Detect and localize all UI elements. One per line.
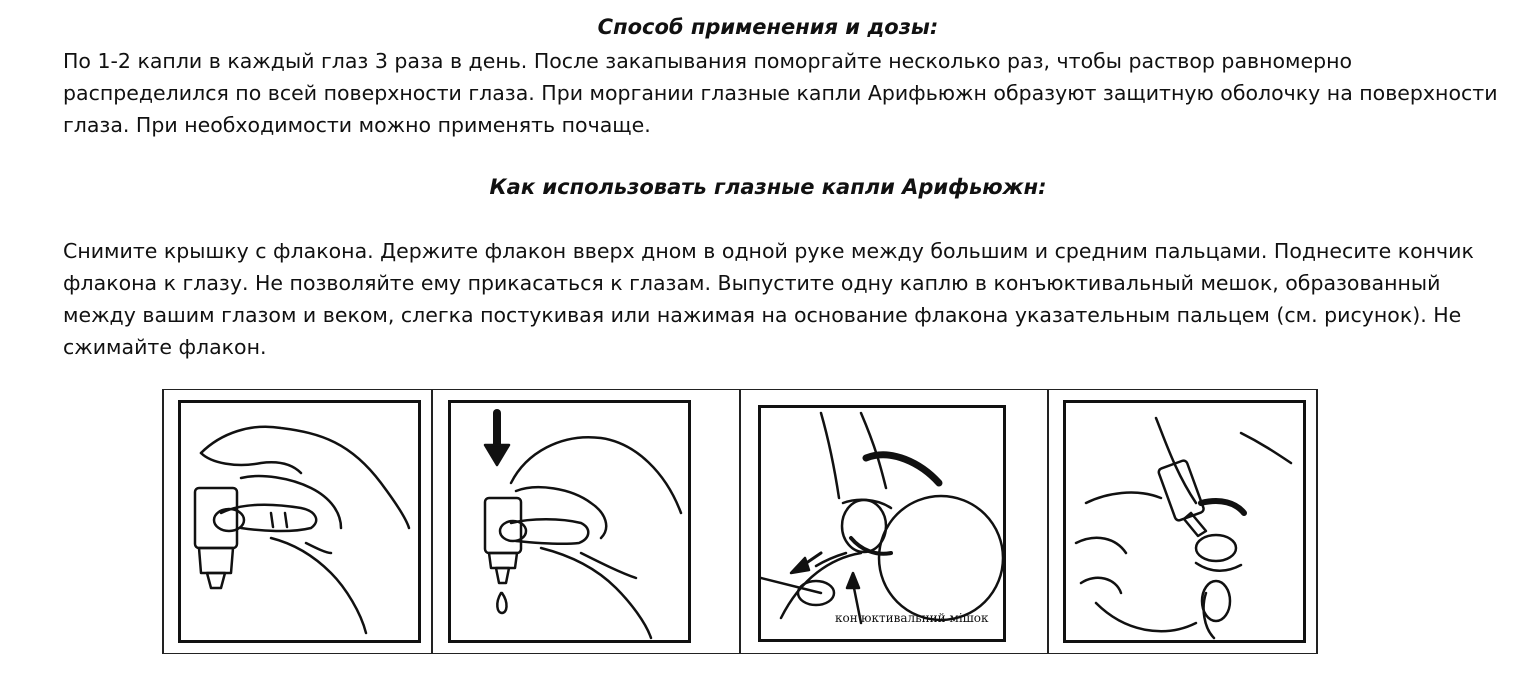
hand-bottle-illustration [181,403,418,640]
panel-hold-bottle [178,400,421,643]
instruction-figure [162,389,1318,654]
figure-divider [431,390,433,653]
panel-eye-pocket [758,405,1006,642]
conjunctival-sac-caption: кон'юктивальний мішок [835,611,989,625]
dosage-heading: Способ применения и дозы: [597,15,939,39]
usage-paragraph: Снимите крышку с флакона. Держите флакон вверх дном в одной руке между большим и средним пальцами. Поднесите кончик флакона к глазу. Не позволяйте ему прикасаться к глазам. Выпустите одну каплю в конъюктивальный мешок, образованный между вашим глазом и веком, слегка постукивая или нажимая на основание флакона указательным пальцем (см. рисунок). Не сжимайте флакон. [63,239,1474,359]
usage-heading: Как использовать глазные капли Арифьюжн: [489,175,1047,199]
panel-press-bottle [448,400,691,643]
panel-apply-drop [1063,400,1306,643]
apply-drop-illustration [1066,403,1303,640]
figure-divider [1047,390,1049,653]
eye-illustration [761,408,1003,639]
figure-divider [162,390,164,653]
figure-divider [1316,390,1318,653]
figure-divider [739,390,741,653]
dosage-paragraph: По 1-2 капли в каждый глаз 3 раза в день. После закапывания поморгайте несколько раз, чтобы раствор равномерно распределился по всей поверхности глаза. При моргании глазные капли Арифьюжн образуют защитную оболочку на поверхности глаза. При необходимости можно применять почаще. [63,49,1498,137]
hand-drop-illustration [451,403,688,640]
